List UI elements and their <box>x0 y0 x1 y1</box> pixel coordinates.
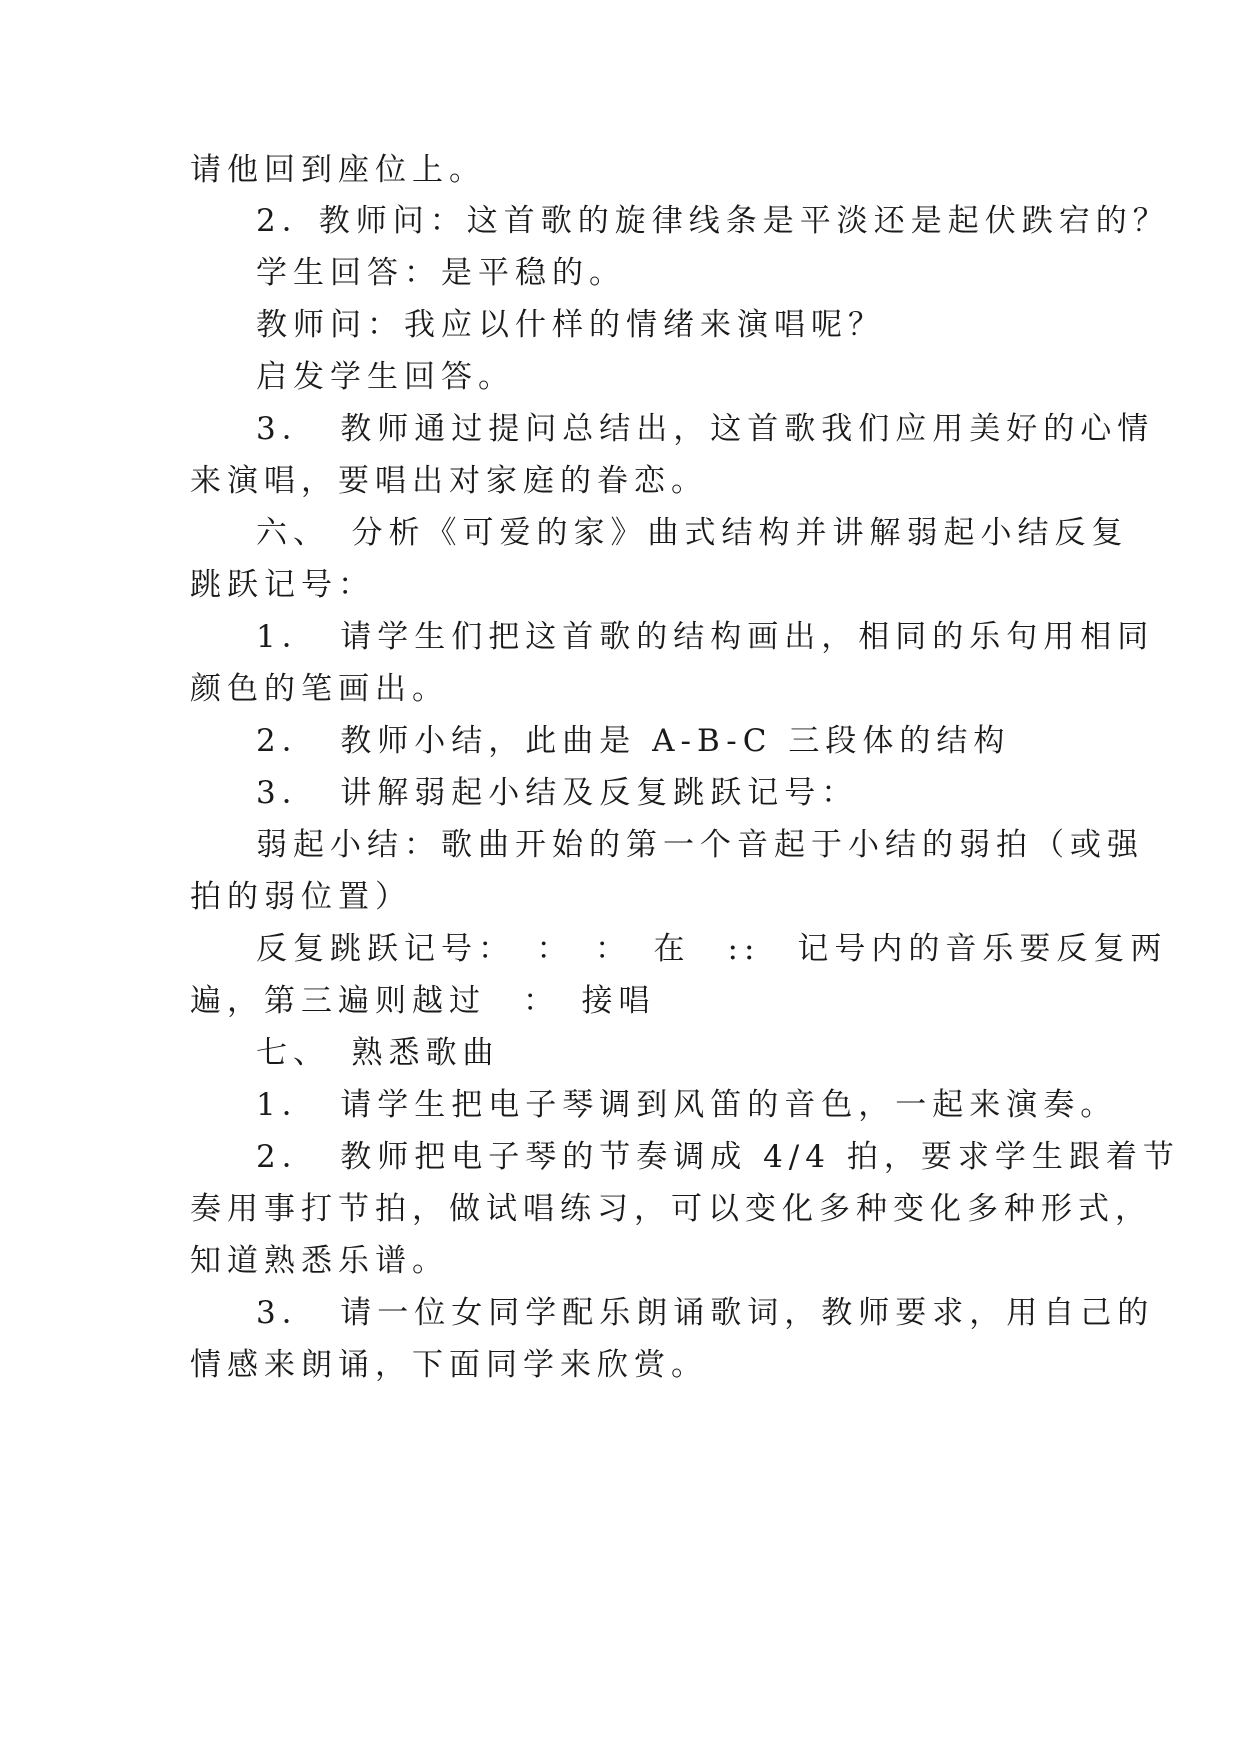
text-line-2: 2．教师问：这首歌的旋律线条是平淡还是起伏跌宕的？ <box>256 203 1170 239</box>
text-line-3: 学生回答：是平稳的。 <box>256 255 626 291</box>
text-line-12: 2． 教师小结，此曲是 A-B-C 三段体的结构 <box>256 723 1011 759</box>
text-line-8: 六、 分析《可爱的家》曲式结构并讲解弱起小结反复 <box>256 515 1129 551</box>
text-line-7: 来演唱，要唱出对家庭的眷恋。 <box>190 463 708 499</box>
text-line-19: 1． 请学生把电子琴调到风笛的音色，一起来演奏。 <box>256 1087 1118 1123</box>
text-line-10: 1． 请学生们把这首歌的结构画出，相同的乐句用相同 <box>256 619 1155 655</box>
text-line-17: 遍，第三遍则越过 ： 接唱 <box>190 983 656 1019</box>
text-line-1: 请他回到座位上。 <box>190 152 486 188</box>
text-line-21: 奏用事打节拍，做试唱练习，可以变化多种变化多种形式， <box>190 1191 1152 1227</box>
text-line-9: 跳跃记号： <box>190 567 375 603</box>
text-line-20: 2． 教师把电子琴的节奏调成 4/4 拍，要求学生跟着节 <box>256 1139 1180 1175</box>
text-line-18: 七、 熟悉歌曲 <box>256 1035 500 1071</box>
text-line-13: 3． 讲解弱起小结及反复跳跃记号： <box>256 775 859 811</box>
text-line-15: 拍的弱位置） <box>190 879 412 915</box>
text-line-24: 情感来朗诵，下面同学来欣赏。 <box>190 1347 708 1383</box>
text-line-4: 教师问：我应以什样的情绪来演唱呢？ <box>256 307 885 343</box>
text-line-11: 颜色的笔画出。 <box>190 671 449 707</box>
text-line-22: 知道熟悉乐谱。 <box>190 1243 449 1279</box>
text-line-14: 弱起小结：歌曲开始的第一个音起于小结的弱拍（或强 <box>256 827 1144 863</box>
text-line-6: 3． 教师通过提问总结出，这首歌我们应用美好的心情 <box>256 411 1155 447</box>
text-line-23: 3． 请一位女同学配乐朗诵歌词，教师要求，用自己的 <box>256 1295 1155 1331</box>
text-line-16: 反复跳跃记号： ： ： 在 :: 记号内的音乐要反复两 <box>256 931 1168 967</box>
text-line-5: 启发学生回答。 <box>256 359 515 395</box>
